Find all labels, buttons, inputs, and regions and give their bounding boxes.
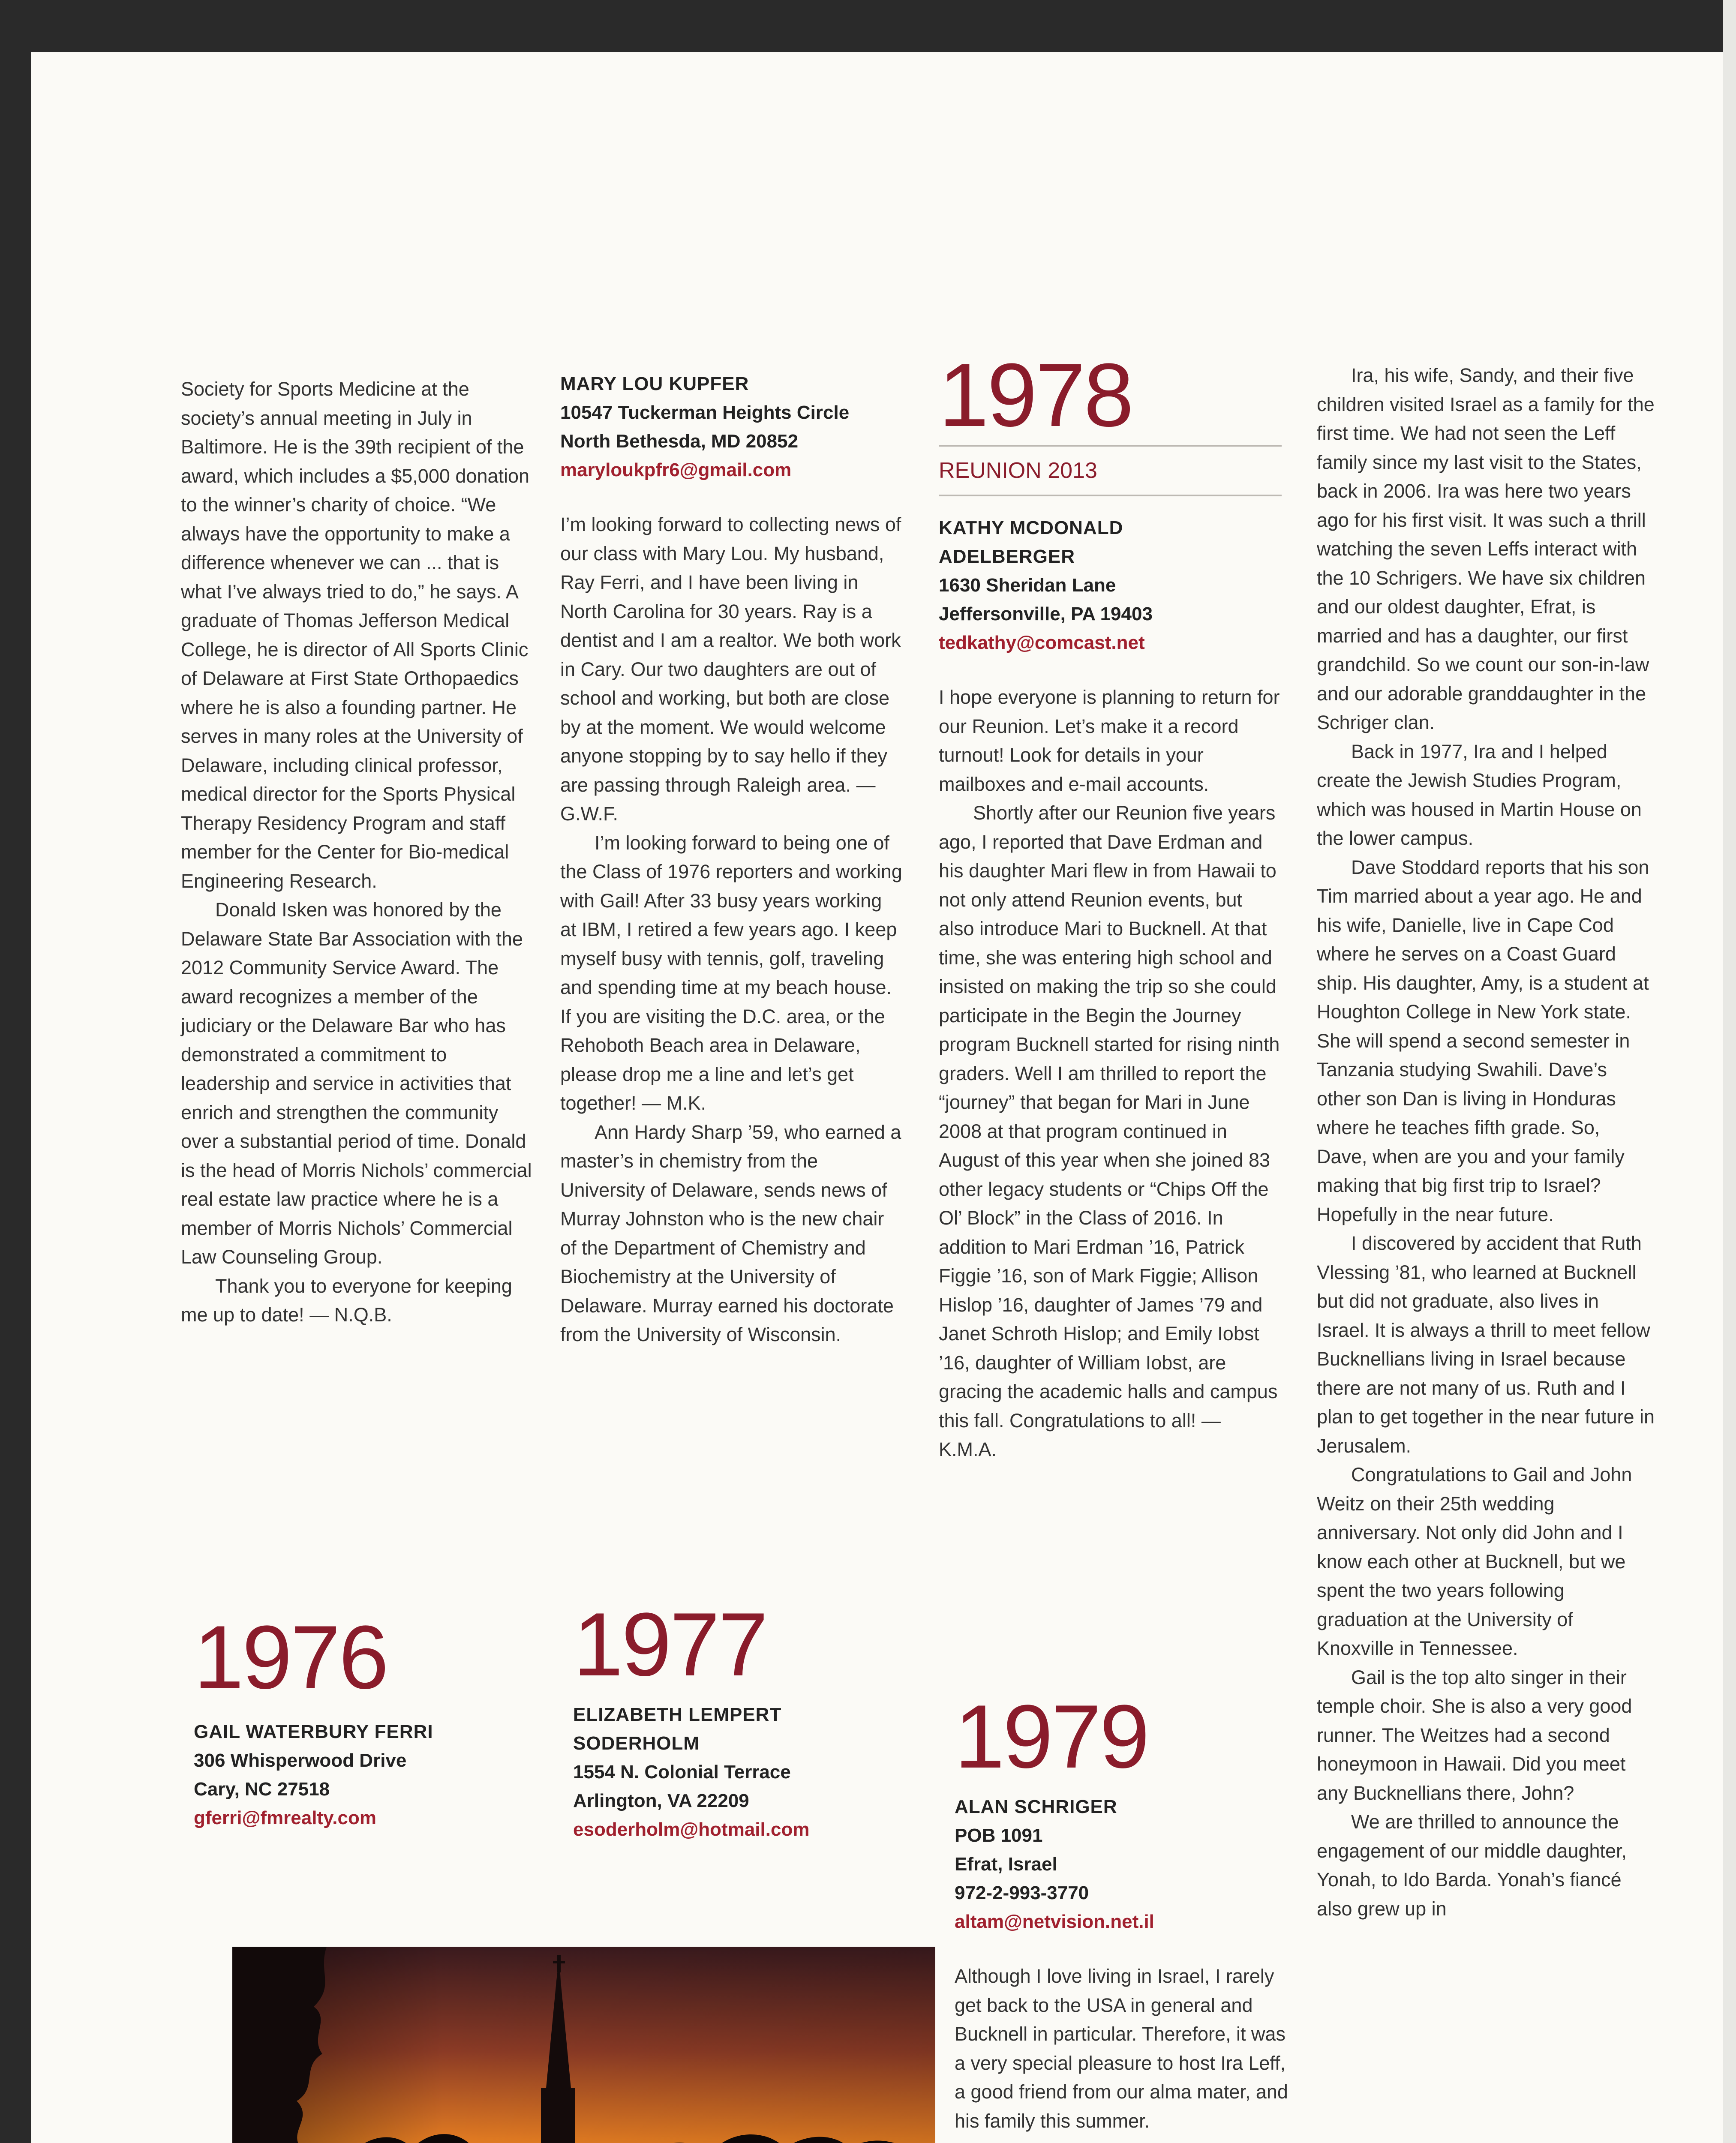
reporter-name: ALAN SCHRIGER [955, 1796, 1117, 1817]
reporter-city: Jeffersonville, PA 19403 [939, 603, 1153, 624]
reporter-email-link[interactable]: tedkathy@comcast.net [939, 632, 1145, 653]
paragraph: Ira, his wife, Sandy, and their five children visited Israel as a family for the first time. We had not seen the Leff family since my last visit to the States, back in 2006. Ira was here two years ago for his first visit. It was such a thrill watching the seven Leffs interact with the 10 Schrigers. We have six children and our oldest daughter, Efrat, is married and has a daughter, our first grandchild. So we count our son-in-law and our adorable granddaughter in the Schriger clan. [1317, 364, 1655, 733]
paragraph: We are thrilled to announce the engagement of our middle daughter, Yonah, to Ido Barda. Yonah’s fiancé also grew up in [1317, 1811, 1627, 1920]
reporter-email-link[interactable]: altam@netvision.net.il [955, 1911, 1154, 1932]
paragraph: Donald Isken was honored by the Delaware State Bar Association with the 2012 Community Service Award. The award recognizes a member of the judiciary or the Delaware Bar who has demonstrated a commitment to leadership and service in activities that enrich and strengthen the community over a substantial period of time. Donald is the head of Morris Nichols’ commercial real estate law practice where he is a member of Morris Nichols’ Commercial Law Counseling Group. [181, 899, 532, 1268]
reporter-name-line-1: ELIZABETH LEMPERT [573, 1704, 782, 1725]
reporter-phone: 972-2-993-3770 [955, 1882, 1089, 1903]
column-4 [1317, 361, 1655, 1923]
column-1 [181, 375, 537, 1330]
reporter-city: Arlington, VA 22209 [573, 1790, 749, 1811]
class-1976-section [194, 1607, 537, 1832]
class-reporter-contact [560, 369, 903, 484]
class-year-heading: 1979 [955, 1686, 1148, 1787]
paragraph: I hope everyone is planning to return for our Reunion. Let’s make it a record turnout! Look for details in your mailboxes and e-mail accounts. [939, 686, 1280, 795]
paragraph: Congratulations to Gail and John Weitz on their 25th wedding anniversary. Not only did John and I know each other at Bucknell, but we spent the two years following graduation at the University of Knoxville in Tennessee. [1317, 1464, 1632, 1659]
paragraph: Gail is the top alto singer in their temple choir. She is also a very good runner. The Weitzes had a second honeymoon in Hawaii. Did you meet any Bucknellians there, John? [1317, 1666, 1632, 1804]
paragraph: Shortly after our Reunion five years ago, I reported that Dave Erdman and his daughter Mari flew in from Hawaii to not only attend Reunion events, but also introduce Mari to Bucknell. At that time, she was entering high school and insisted on making the trip so she could participate in the Begin the Journey program Bucknell started for rising ninth graders. Well I am thrilled to report the “journey” that began for Mari in June 2008 at that program continued in August of this year when she joined 83 other legacy students or “Chips Off the Ol’ Block” in the Class of 2016. In addition to Mari Erdman ’16, Patrick Figgie ’16, son of Mark Figgie; Allison Hislop ’16, daughter of James ’79 and Janet Schroth Hislop; and Emily Iobst ’16, daughter of William Iobst, are gracing the academic halls and campus this fall. Congratulations to all! — K.M.A. [939, 802, 1280, 1460]
reporter-name: GAIL WATERBURY FERRI [194, 1721, 433, 1742]
paragraph: Thank you to everyone for keeping me up to date! — N.Q.B. [181, 1275, 512, 1326]
reporter-address: 10547 Tuckerman Heights Circle [560, 402, 850, 423]
class-year-heading: 1977 [573, 1594, 767, 1695]
class-reporter-contact [573, 1700, 916, 1844]
class-year-heading: 1978 [939, 345, 1132, 445]
class-1978-section [939, 345, 1282, 1464]
paragraph: Society for Sports Medicine at the society’s annual meeting in July in Baltimore. He is the 39th recipient of the award, which includes a $5,000 donation to the winner’s charity of choice. “We always have the opportunity to make a difference whenever we can ... that is what I’ve always tried to do,” he says. A graduate of Thomas Jefferson Medical College, he is director of All Sports Clinic of Delaware at First State Orthopaedics where he is also a founding partner. He serves in many roles at the University of Delaware, including clinical professor, medical director for the Sports Physical Therapy Residency Program and staff member for the Center for Bio-medical Engineering Research. [181, 378, 530, 892]
reporter-email-link[interactable]: gferri@fmrealty.com [194, 1807, 376, 1828]
reporter-city: Cary, NC 27518 [194, 1779, 330, 1800]
class-1979-section [955, 1686, 1297, 2135]
reporter-name-line-2: ADELBERGER [939, 546, 1075, 567]
reporter-name-line-1: KATHY MCDONALD [939, 517, 1123, 538]
class-year-heading: 1976 [194, 1607, 387, 1708]
reporter-city: Efrat, Israel [955, 1854, 1057, 1875]
magazine-page [31, 52, 1723, 2143]
class-reporter-contact [955, 1792, 1297, 1936]
column-2-text [560, 510, 903, 1349]
class-reporter-contact [939, 513, 1282, 657]
column-3-lower-text [955, 1962, 1297, 2135]
reporter-address: 1554 N. Colonial Terrace [573, 1762, 791, 1783]
sunset-steeple-photo [232, 1947, 935, 2143]
reporter-address: POB 1091 [955, 1825, 1043, 1846]
reporter-email-link[interactable]: maryloukpfr6@gmail.com [560, 459, 792, 480]
column-2 [560, 369, 903, 1349]
reporter-city: North Bethesda, MD 20852 [560, 431, 799, 452]
paragraph: Back in 1977, Ira and I helped create the Jewish Studies Program, which was housed in Martin House on the lower campus. [1317, 740, 1642, 849]
paragraph: I discovered by accident that Ruth Vlessing ’81, who learned at Bucknell but did not graduate, also lives in Israel. It is always a thrill to meet fellow Bucknellians living in Israel because there are not many of us. Ruth and I plan to get together in the near future in Jerusalem. [1317, 1232, 1655, 1457]
column-3-text [939, 683, 1282, 1464]
paragraph: Although I love living in Israel, I rarely get back to the USA in general and Bucknell in particular. Therefore, it was a very special pleasure to host Ira Leff, a good friend from our alma mater, and his family this summer. [955, 1965, 1288, 2132]
reporter-email-link[interactable]: esoderholm@hotmail.com [573, 1819, 810, 1840]
page-edge [1723, 0, 1736, 2143]
reporter-address: 306 Whisperwood Drive [194, 1750, 407, 1771]
photo-illustration [232, 1947, 935, 2143]
reporter-name-line-2: SODERHOLM [573, 1733, 700, 1754]
class-reporter-contact [194, 1717, 537, 1832]
paragraph: I’m looking forward to being one of the Class of 1976 reporters and working with Gail! After 33 busy years working at IBM, I retired a few years ago. I keep myself busy with tennis, golf, traveling and spending time at my beach house. If you are visiting the D.C. area, or the Rehoboth Beach area in Delaware, please drop me a line and let’s get together! — M.K. [560, 831, 902, 1114]
paragraph: Ann Hardy Sharp ’59, who earned a master’s in chemistry from the University of Delaware, sends news of Murray Johnston who is the new chair of the Department of Chemistry and Biochemistry at the University of Delaware. Murray earned his doctorate from the University of Wisconsin. [560, 1121, 901, 1345]
paragraph: I’m looking forward to collecting news of our class with Mary Lou. My husband, Ray Ferri, and I have been living in North Carolina for 30 years. Ray is a dentist and I am a realtor. We both work in Cary. Our two daughters are out of school and working, but both are close by at the moment. We would welcome anyone stopping by to say hello if they are passing through Raleigh area. — G.W.F. [560, 513, 901, 825]
reporter-name: MARY LOU KUPFER [560, 373, 749, 394]
class-1977-section [573, 1594, 916, 1844]
reunion-banner: REUNION 2013 [939, 445, 1282, 496]
reporter-address: 1630 Sheridan Lane [939, 575, 1116, 596]
paragraph: Dave Stoddard reports that his son Tim married about a year ago. He and his wife, Danielle, live in Cape Cod where he serves on a Coast Guard ship. His daughter, Amy, is a student at Houghton College in New York state. She will spend a second semester in Tanzania studying Swahili. Dave’s other son Dan is living in Honduras where he teaches fifth grade. So, Dave, when are you and your family making that big first trip to Israel? Hopefully in the near future. [1317, 856, 1649, 1225]
